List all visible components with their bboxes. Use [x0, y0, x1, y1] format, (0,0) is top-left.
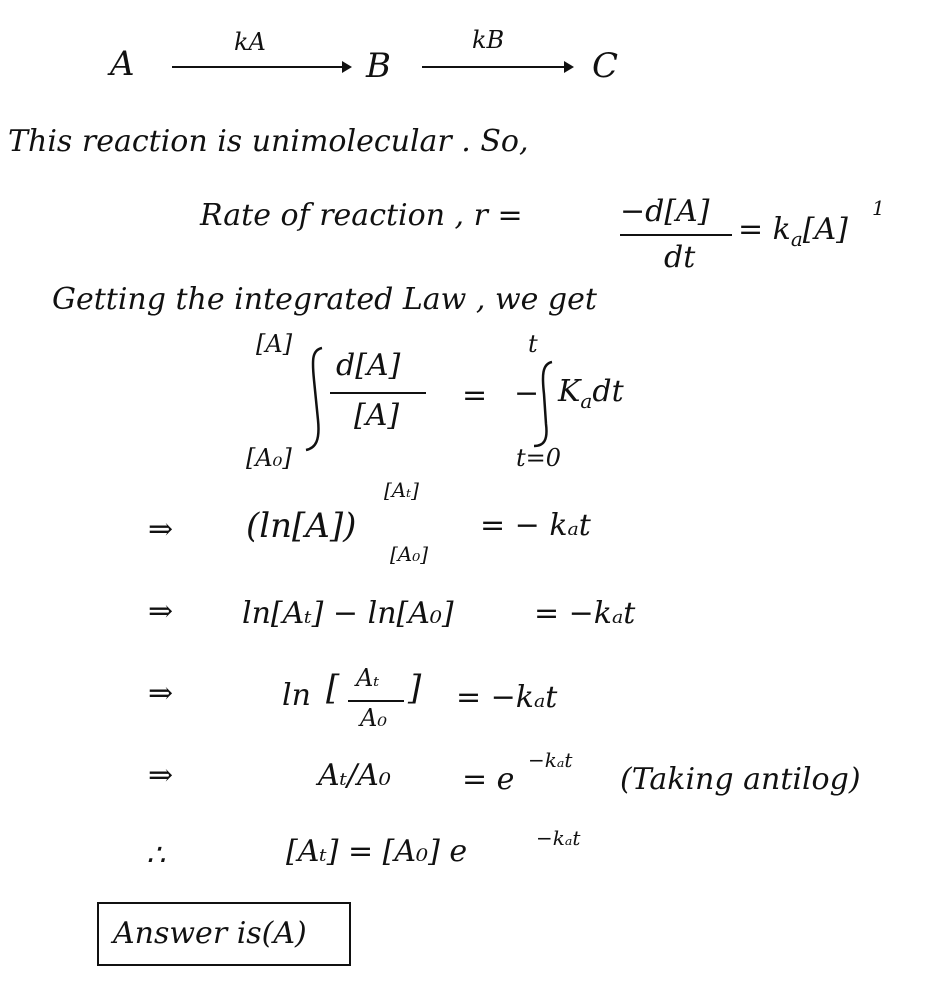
integral-fraction-bar [330, 392, 426, 394]
implies-symbol-2: ⇒ [148, 594, 174, 629]
integral-upper-limit-left: [A] [256, 330, 293, 358]
species-b: B [366, 46, 391, 86]
unimolecular-statement: This reaction is unimolecular . So, [8, 124, 529, 159]
rate-constant-kb: kB [472, 26, 505, 54]
rate-rhs-sub: a [790, 227, 803, 251]
step3-left-bracket: [ [326, 668, 340, 708]
integrand-dt: dt [592, 374, 624, 409]
integral-numerator: d[A] [336, 348, 401, 383]
rate-denominator: dt [664, 240, 696, 275]
step1-upper-limit: [Aₜ] [384, 478, 419, 502]
species-a: A [110, 44, 135, 84]
therefore-symbol: ∴ [146, 838, 166, 873]
step3-fraction-bar [348, 700, 404, 702]
rate-rhs-conc: [A] [802, 212, 848, 247]
implies-symbol-3: ⇒ [148, 676, 174, 711]
step4-lhs: Aₜ/A₀ [318, 758, 391, 793]
integral-lower-limit-right: t=0 [516, 444, 562, 472]
step1-rhs: = − kₐt [480, 508, 591, 543]
step5-exponent: −kₐt [536, 826, 581, 850]
step5-lhs: [Aₜ] = [A₀] e [286, 834, 468, 869]
step3-rhs: = −kₐt [456, 680, 558, 715]
step3-ln: ln [282, 678, 311, 713]
integral-minus: − [514, 376, 540, 411]
integral-upper-limit-right: t [528, 330, 538, 358]
answer-box [97, 902, 351, 966]
implies-symbol-1: ⇒ [148, 512, 174, 547]
species-c: C [592, 46, 619, 86]
step4-exponent: −kₐt [528, 748, 573, 772]
step2-rhs: = −kₐt [534, 596, 636, 631]
rate-constant-ka: kA [234, 28, 266, 56]
integral-right-integrand [558, 374, 624, 413]
rate-numerator: −d[A] [620, 194, 710, 229]
step4-equals-e: = e [462, 762, 515, 797]
integral-lower-limit-left: [A₀] [246, 444, 292, 472]
step2-lhs: ln[Aₜ] − ln[A₀] [242, 596, 454, 631]
implies-symbol-4: ⇒ [148, 758, 174, 793]
rate-order-exponent: 1 [872, 196, 885, 220]
step1-lhs: (ln[A]) [246, 506, 357, 546]
integrated-law-statement: Getting the integrated Law , we get [52, 282, 597, 317]
answer-label: Answer is(A) [113, 916, 307, 951]
integral-denominator: [A] [354, 398, 400, 433]
rate-label: Rate of reaction , r = [200, 198, 523, 233]
step4-note: (Taking antilog) [620, 762, 861, 797]
left-integral-sign [306, 348, 322, 450]
step3-denominator: A₀ [360, 704, 387, 732]
rate-rhs-k: = k [738, 212, 791, 247]
integrand-sub: a [580, 389, 593, 413]
step1-lower-limit: [A₀] [390, 542, 429, 566]
integrand-k: K [558, 374, 581, 409]
step3-right-bracket: ] [408, 668, 422, 708]
integral-equals: = [462, 378, 488, 413]
step3-numerator: Aₜ [356, 664, 380, 692]
